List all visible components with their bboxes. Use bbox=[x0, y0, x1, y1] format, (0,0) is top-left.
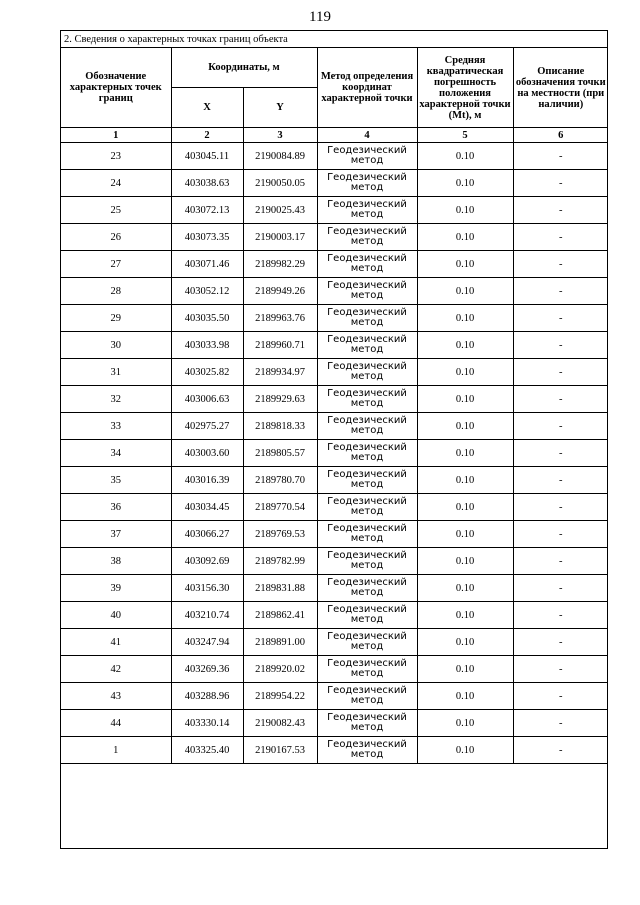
table-row bbox=[61, 143, 608, 170]
cell-point-number: 33 bbox=[61, 413, 171, 440]
table-row bbox=[61, 170, 608, 197]
cell-coord-x: 403071.46 bbox=[171, 251, 243, 278]
cell-method: Геодезический метод bbox=[317, 521, 417, 548]
cell-coord-y: 2190050.05 bbox=[243, 170, 317, 197]
cell-mean-error: 0.10 bbox=[417, 332, 513, 359]
cell-coord-x: 403003.60 bbox=[171, 440, 243, 467]
cell-point-number: 37 bbox=[61, 521, 171, 548]
cell-method: Геодезический метод bbox=[317, 467, 417, 494]
table-row bbox=[61, 278, 608, 305]
cell-description: - bbox=[513, 656, 608, 683]
cell-method: Геодезический метод bbox=[317, 575, 417, 602]
cell-description: - bbox=[513, 629, 608, 656]
cell-coord-y: 2189954.22 bbox=[243, 683, 317, 710]
cell-description: - bbox=[513, 575, 608, 602]
cell-coord-x: 403033.98 bbox=[171, 332, 243, 359]
cell-method: Геодезический метод bbox=[317, 224, 417, 251]
cell-description: - bbox=[513, 548, 608, 575]
table-row bbox=[61, 440, 608, 467]
cell-method: Геодезический метод bbox=[317, 143, 417, 170]
cell-coord-x: 403210.74 bbox=[171, 602, 243, 629]
header-description: Описание обозначения точки на местности (при наличии) bbox=[513, 48, 608, 128]
cell-description: - bbox=[513, 170, 608, 197]
cell-coord-y: 2189934.97 bbox=[243, 359, 317, 386]
cell-description: - bbox=[513, 278, 608, 305]
cell-coord-y: 2189769.53 bbox=[243, 521, 317, 548]
cell-coord-y: 2189891.00 bbox=[243, 629, 317, 656]
cell-coord-x: 403073.35 bbox=[171, 224, 243, 251]
cell-mean-error: 0.10 bbox=[417, 170, 513, 197]
cell-method: Геодезический метод bbox=[317, 359, 417, 386]
cell-method: Геодезический метод bbox=[317, 548, 417, 575]
cell-mean-error: 0.10 bbox=[417, 278, 513, 305]
cell-point-number: 35 bbox=[61, 467, 171, 494]
cell-coord-y: 2189770.54 bbox=[243, 494, 317, 521]
cell-coord-y: 2189949.26 bbox=[243, 278, 317, 305]
cell-description: - bbox=[513, 197, 608, 224]
cell-coord-y: 2190084.89 bbox=[243, 143, 317, 170]
table-row bbox=[61, 332, 608, 359]
table-row bbox=[61, 467, 608, 494]
cell-mean-error: 0.10 bbox=[417, 602, 513, 629]
cell-method: Геодезический метод bbox=[317, 656, 417, 683]
table-caption: 2. Сведения о характерных точках границ объекта bbox=[61, 31, 608, 48]
cell-point-number: 28 bbox=[61, 278, 171, 305]
cell-coord-x: 403035.50 bbox=[171, 305, 243, 332]
cell-coord-x: 403066.27 bbox=[171, 521, 243, 548]
header-x: X bbox=[171, 88, 243, 128]
cell-mean-error: 0.10 bbox=[417, 656, 513, 683]
cell-coord-y: 2189929.63 bbox=[243, 386, 317, 413]
cell-method: Геодезический метод bbox=[317, 710, 417, 737]
cell-coord-y: 2189920.02 bbox=[243, 656, 317, 683]
table-row bbox=[61, 386, 608, 413]
table-row bbox=[61, 548, 608, 575]
cell-coord-y: 2189780.70 bbox=[243, 467, 317, 494]
cell-coord-x: 403016.39 bbox=[171, 467, 243, 494]
column-number: 6 bbox=[513, 128, 608, 143]
cell-description: - bbox=[513, 224, 608, 251]
cell-point-number: 43 bbox=[61, 683, 171, 710]
cell-description: - bbox=[513, 683, 608, 710]
cell-point-number: 23 bbox=[61, 143, 171, 170]
cell-description: - bbox=[513, 413, 608, 440]
cell-point-number: 24 bbox=[61, 170, 171, 197]
boundary-points-table bbox=[61, 31, 608, 764]
cell-mean-error: 0.10 bbox=[417, 386, 513, 413]
cell-method: Геодезический метод bbox=[317, 332, 417, 359]
cell-method: Геодезический метод bbox=[317, 440, 417, 467]
table-row bbox=[61, 494, 608, 521]
cell-coord-x: 403325.40 bbox=[171, 737, 243, 764]
cell-method: Геодезический метод bbox=[317, 602, 417, 629]
cell-mean-error: 0.10 bbox=[417, 197, 513, 224]
cell-point-number: 31 bbox=[61, 359, 171, 386]
cell-description: - bbox=[513, 332, 608, 359]
table-row bbox=[61, 224, 608, 251]
cell-point-number: 44 bbox=[61, 710, 171, 737]
cell-point-number: 26 bbox=[61, 224, 171, 251]
cell-mean-error: 0.10 bbox=[417, 737, 513, 764]
table-row bbox=[61, 521, 608, 548]
cell-mean-error: 0.10 bbox=[417, 359, 513, 386]
header-coordinates: Координаты, м bbox=[171, 48, 317, 88]
cell-coord-y: 2190167.53 bbox=[243, 737, 317, 764]
cell-coord-y: 2189782.99 bbox=[243, 548, 317, 575]
cell-coord-x: 403038.63 bbox=[171, 170, 243, 197]
cell-coord-y: 2189805.57 bbox=[243, 440, 317, 467]
cell-coord-y: 2190003.17 bbox=[243, 224, 317, 251]
cell-method: Геодезический метод bbox=[317, 683, 417, 710]
cell-description: - bbox=[513, 467, 608, 494]
cell-point-number: 36 bbox=[61, 494, 171, 521]
cell-method: Геодезический метод bbox=[317, 629, 417, 656]
cell-mean-error: 0.10 bbox=[417, 143, 513, 170]
cell-coord-x: 403034.45 bbox=[171, 494, 243, 521]
column-number: 2 bbox=[171, 128, 243, 143]
cell-mean-error: 0.10 bbox=[417, 710, 513, 737]
table-row bbox=[61, 575, 608, 602]
table-row bbox=[61, 197, 608, 224]
cell-coord-x: 403156.30 bbox=[171, 575, 243, 602]
cell-description: - bbox=[513, 737, 608, 764]
column-number: 4 bbox=[317, 128, 417, 143]
cell-method: Геодезический метод bbox=[317, 737, 417, 764]
cell-coord-y: 2190082.43 bbox=[243, 710, 317, 737]
cell-mean-error: 0.10 bbox=[417, 548, 513, 575]
cell-point-number: 39 bbox=[61, 575, 171, 602]
cell-description: - bbox=[513, 386, 608, 413]
cell-point-number: 32 bbox=[61, 386, 171, 413]
cell-coord-x: 403045.11 bbox=[171, 143, 243, 170]
column-number: 3 bbox=[243, 128, 317, 143]
cell-mean-error: 0.10 bbox=[417, 413, 513, 440]
cell-point-number: 27 bbox=[61, 251, 171, 278]
cell-method: Геодезический метод bbox=[317, 251, 417, 278]
cell-coord-y: 2189982.29 bbox=[243, 251, 317, 278]
cell-mean-error: 0.10 bbox=[417, 440, 513, 467]
cell-description: - bbox=[513, 602, 608, 629]
header-error: Средняя квадратическая погрешность положения характерной точки (Mt), м bbox=[417, 48, 513, 128]
table-row bbox=[61, 359, 608, 386]
cell-method: Геодезический метод bbox=[317, 413, 417, 440]
cell-point-number: 34 bbox=[61, 440, 171, 467]
cell-description: - bbox=[513, 494, 608, 521]
cell-mean-error: 0.10 bbox=[417, 251, 513, 278]
cell-coord-y: 2189831.88 bbox=[243, 575, 317, 602]
cell-method: Геодезический метод bbox=[317, 386, 417, 413]
table-row bbox=[61, 656, 608, 683]
table-row bbox=[61, 251, 608, 278]
cell-point-number: 38 bbox=[61, 548, 171, 575]
cell-mean-error: 0.10 bbox=[417, 494, 513, 521]
table-row bbox=[61, 737, 608, 764]
column-number: 1 bbox=[61, 128, 171, 143]
header-y: Y bbox=[243, 88, 317, 128]
cell-method: Геодезический метод bbox=[317, 278, 417, 305]
table-row bbox=[61, 683, 608, 710]
cell-point-number: 41 bbox=[61, 629, 171, 656]
cell-coord-y: 2189818.33 bbox=[243, 413, 317, 440]
cell-coord-x: 403247.94 bbox=[171, 629, 243, 656]
cell-coord-x: 402975.27 bbox=[171, 413, 243, 440]
cell-coord-y: 2189960.71 bbox=[243, 332, 317, 359]
cell-mean-error: 0.10 bbox=[417, 683, 513, 710]
table-row bbox=[61, 305, 608, 332]
cell-point-number: 25 bbox=[61, 197, 171, 224]
cell-point-number: 1 bbox=[61, 737, 171, 764]
cell-description: - bbox=[513, 521, 608, 548]
cell-coord-y: 2190025.43 bbox=[243, 197, 317, 224]
cell-description: - bbox=[513, 251, 608, 278]
table-row bbox=[61, 602, 608, 629]
table-row bbox=[61, 413, 608, 440]
cell-coord-x: 403025.82 bbox=[171, 359, 243, 386]
header-designation: Обозначение характерных точек границ bbox=[61, 48, 171, 128]
cell-description: - bbox=[513, 143, 608, 170]
cell-point-number: 42 bbox=[61, 656, 171, 683]
cell-coord-x: 403072.13 bbox=[171, 197, 243, 224]
cell-coord-x: 403288.96 bbox=[171, 683, 243, 710]
cell-coord-y: 2189862.41 bbox=[243, 602, 317, 629]
cell-coord-y: 2189963.76 bbox=[243, 305, 317, 332]
cell-point-number: 30 bbox=[61, 332, 171, 359]
cell-description: - bbox=[513, 305, 608, 332]
cell-mean-error: 0.10 bbox=[417, 224, 513, 251]
cell-mean-error: 0.10 bbox=[417, 467, 513, 494]
column-number: 5 bbox=[417, 128, 513, 143]
cell-coord-x: 403269.36 bbox=[171, 656, 243, 683]
cell-point-number: 40 bbox=[61, 602, 171, 629]
document-frame bbox=[60, 30, 608, 849]
cell-mean-error: 0.10 bbox=[417, 629, 513, 656]
cell-description: - bbox=[513, 359, 608, 386]
cell-description: - bbox=[513, 710, 608, 737]
cell-method: Геодезический метод bbox=[317, 197, 417, 224]
cell-method: Геодезический метод bbox=[317, 494, 417, 521]
cell-coord-x: 403092.69 bbox=[171, 548, 243, 575]
table-row bbox=[61, 710, 608, 737]
cell-method: Геодезический метод bbox=[317, 305, 417, 332]
cell-mean-error: 0.10 bbox=[417, 575, 513, 602]
cell-mean-error: 0.10 bbox=[417, 521, 513, 548]
cell-description: - bbox=[513, 440, 608, 467]
cell-mean-error: 0.10 bbox=[417, 305, 513, 332]
cell-coord-x: 403330.14 bbox=[171, 710, 243, 737]
table-row bbox=[61, 629, 608, 656]
cell-coord-x: 403006.63 bbox=[171, 386, 243, 413]
cell-coord-x: 403052.12 bbox=[171, 278, 243, 305]
cell-point-number: 29 bbox=[61, 305, 171, 332]
header-method: Метод определения координат характерной точки bbox=[317, 48, 417, 128]
cell-method: Геодезический метод bbox=[317, 170, 417, 197]
page-number: 119 bbox=[309, 9, 331, 25]
